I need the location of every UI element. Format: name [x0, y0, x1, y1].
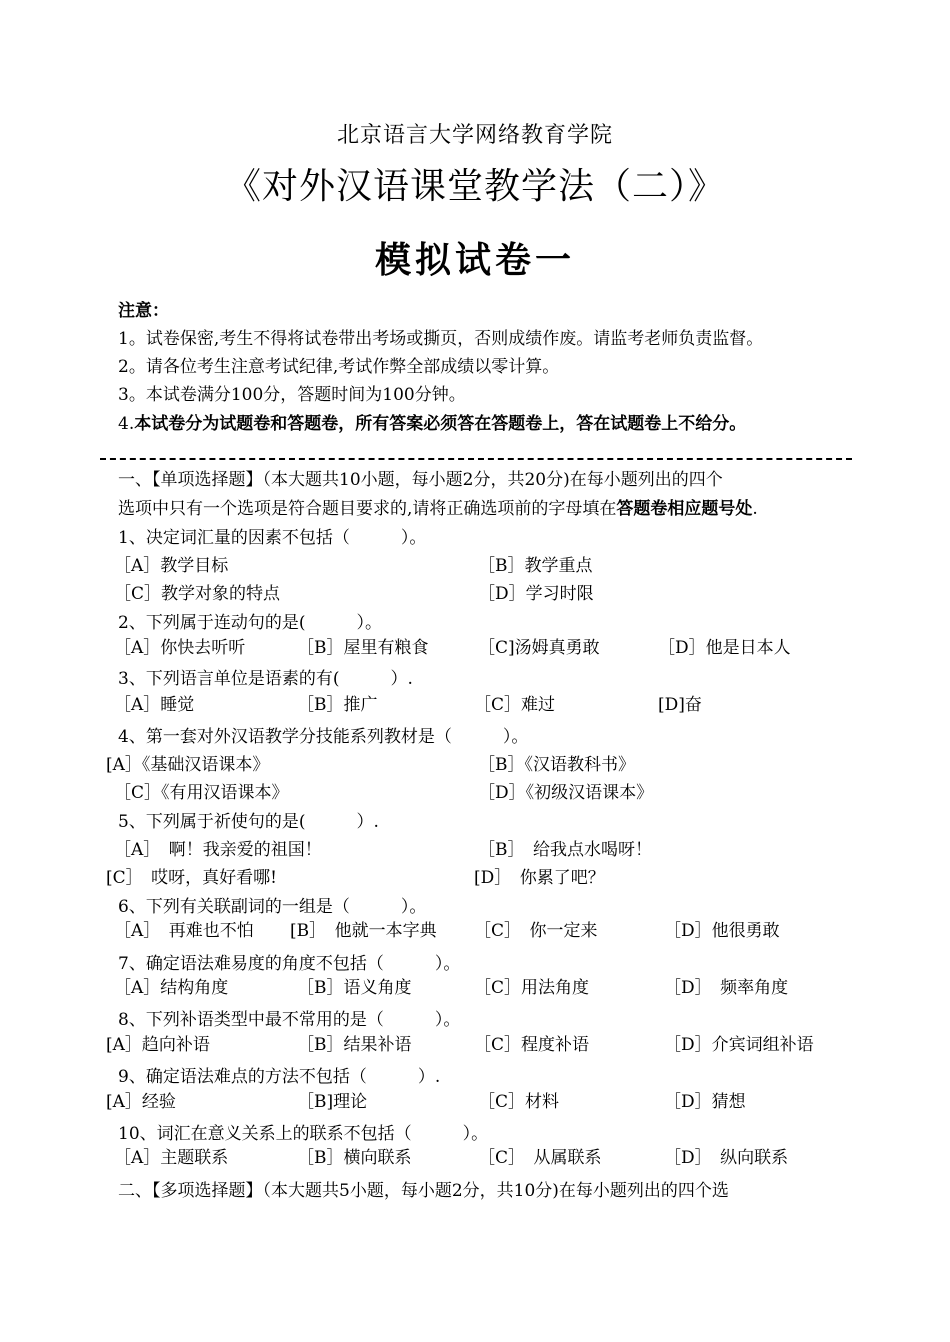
question-option: ［C］材料	[478, 1092, 560, 1112]
question-option: [A］趋向补语	[106, 1035, 210, 1055]
question-stem: 10、词汇在意义关系上的联系不包括（ ）。	[118, 1124, 489, 1144]
question-option: ［C］《有用汉语课本》	[114, 783, 289, 803]
section1-intro-line1: 一、【单项选择题】（本大题共10小题，每小题2分，共20分)在每小题列出的四个	[118, 470, 723, 490]
course-title: 《对外汉语课堂教学法（二）》	[224, 166, 725, 207]
question-option: ［C］用法角度	[474, 978, 590, 998]
paper-title: 模拟试卷一	[374, 240, 575, 281]
question-option: ［C］程度补语	[474, 1035, 590, 1055]
question-option: ［B］屋里有粮食	[297, 638, 429, 658]
question-option: ［C］难过	[474, 695, 556, 715]
notice-item-4-text: 本试卷分为试题卷和答题卷，所有答案必须答在答题卷上，答在试题卷上不给分。	[134, 414, 747, 434]
question-option: ［C］教学对象的特点	[114, 584, 281, 604]
question-option: ［B］ 给我点水喝呀！	[478, 840, 652, 860]
notice-item-4-prefix: 4.	[118, 414, 135, 434]
question-stem: 4、第一套对外汉语教学分技能系列教材是（ ）。	[118, 727, 529, 747]
question-stem: 3、下列语言单位是语素的有( ）.	[118, 669, 413, 689]
question-option: ［B］教学重点	[478, 556, 593, 576]
question-option: [A］《基础汉语课本》	[106, 755, 270, 775]
section1-intro-text: 选项中只有一个选项是符合题目要求的,请将正确选项前的字母填在	[118, 499, 617, 519]
question-option: ［D］猜想	[664, 1092, 746, 1112]
question-option: [D]奋	[658, 695, 702, 715]
question-option: ［A］教学目标	[114, 556, 229, 576]
question-option: ［D］他很勇敢	[664, 921, 780, 941]
question-option: ［D］介宾词组补语	[664, 1035, 814, 1055]
question-option: ［D］ 频率角度	[664, 978, 789, 998]
section1-intro-line2	[118, 498, 758, 520]
notice-item: 1。试卷保密,考生不得将试卷带出考场或撕页，否则成绩作废。请监考老师负责监督。	[118, 329, 764, 349]
notice-item: 2。请各位考生注意考试纪律,考试作弊全部成绩以零计算。	[118, 357, 560, 377]
question-option: ［A］睡觉	[114, 695, 195, 715]
question-stem: 7、确定语法难易度的角度不包括（ ）。	[118, 954, 461, 974]
question-option: ［A］结构角度	[114, 978, 229, 998]
question-stem: 6、下列有关联副词的一组是（ ）。	[118, 897, 427, 917]
question-option: ［B］《汉语教科书》	[478, 755, 635, 775]
question-option: ［B］语义角度	[297, 978, 412, 998]
institution-name: 北京语言大学网络教育学院	[336, 123, 613, 148]
question-option: ［C]汤姆真勇敢	[478, 638, 600, 658]
question-stem: 5、下列属于祈使句的是( ）.	[118, 812, 379, 832]
question-option: ［A］你快去听听	[114, 638, 246, 658]
question-option: ［A］ 啊！我亲爱的祖国！	[114, 840, 322, 860]
question-option: [D］ 你累了吧？	[474, 868, 605, 888]
question-option: ［A］ 再难也不怕	[114, 921, 254, 941]
question-option: ［B]理论	[297, 1092, 368, 1112]
question-stem: 2、下列属于连动句的是( ）。	[118, 613, 382, 633]
question-stem: 9、确定语法难点的方法不包括（ ）.	[118, 1067, 441, 1087]
question-stem: 8、下列补语类型中最不常用的是（ ）。	[118, 1010, 461, 1030]
question-option: ［D］ 纵向联系	[664, 1148, 789, 1168]
question-option: [C］ 哎呀，真好看哪!	[106, 868, 277, 888]
question-option: [B］ 他就一本字典	[290, 921, 437, 941]
question-option: [A］经验	[106, 1092, 176, 1112]
notice-label: 注意：	[118, 301, 169, 321]
question-option: ［C］ 从属联系	[478, 1148, 602, 1168]
section1-intro-end: .	[752, 499, 758, 519]
question-option: ［D］《初级汉语课本》	[478, 783, 654, 803]
question-option: ［B］横向联系	[297, 1148, 412, 1168]
question-option: ［B］结果补语	[297, 1035, 412, 1055]
dashed-divider	[100, 458, 852, 460]
question-option: ［D］他是日本人	[658, 638, 791, 658]
question-option: ［B］推广	[297, 695, 378, 715]
section1-intro-emphasis: 答题卷相应题号处	[616, 499, 753, 519]
question-option: ［C］ 你一定来	[474, 921, 598, 941]
question-stem: 1、决定词汇量的因素不包括（ ）。	[118, 528, 427, 548]
notice-item-4	[118, 413, 746, 435]
question-option: ［D］学习时限	[478, 584, 594, 604]
notice-item: 3。本试卷满分100分，答题时间为100分钟。	[118, 385, 466, 405]
section2-intro-line1: 二、【多项选择题】（本大题共5小题，每小题2分，共10分)在每小题列出的四个选	[118, 1181, 729, 1201]
question-option: ［A］主题联系	[114, 1148, 229, 1168]
